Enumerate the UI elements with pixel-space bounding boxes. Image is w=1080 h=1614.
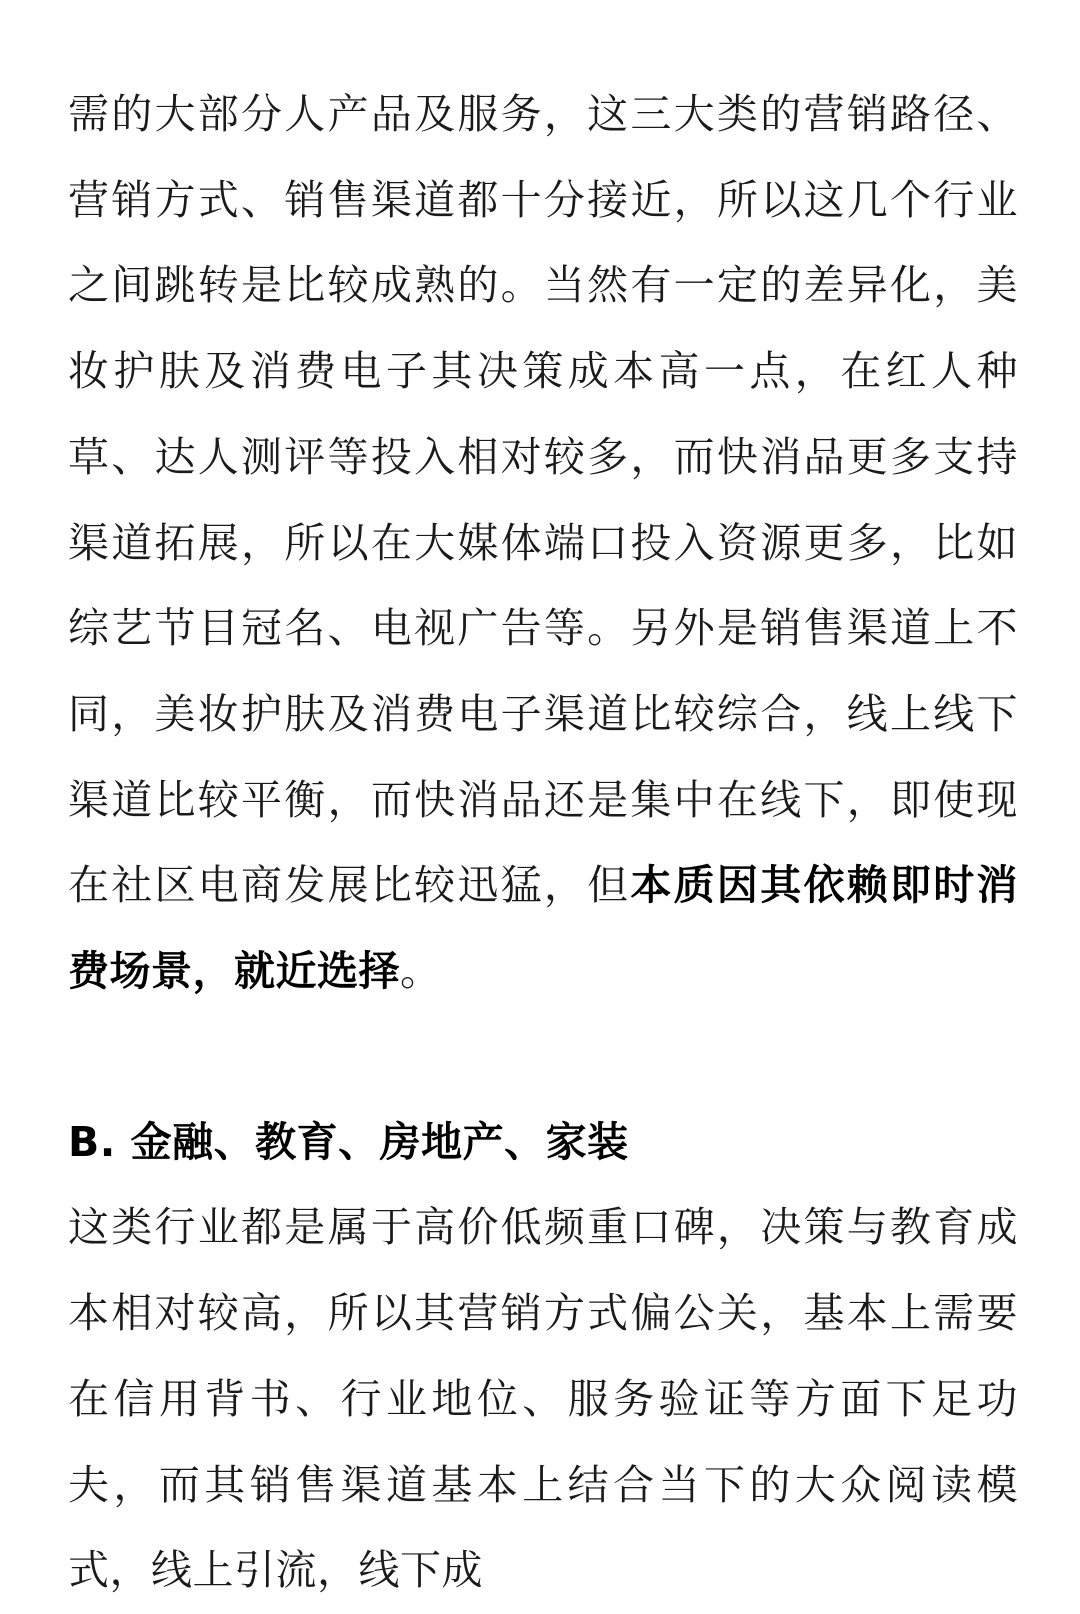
article-body [68,72,1018,1614]
paragraph-intro-emphasis: 本质因其依赖即时消费场景，就近选择 [68,861,1019,996]
paragraph-intro [68,72,1018,1015]
paragraph-intro-tail: 。 [400,947,442,996]
paragraph-intro-text: 需的大部分人产品及服务，这三大类的营销路径、营销方式、销售渠道都十分接近，所以这几个行业之间跳转是比较成熟的。当然有一定的差异化，美妆护肤及消费电子其决策成本高一点，在红人种草、达人测评等投入相对较多，而快消品更多支持渠道拓展，所以在大媒体端口投入资源更多，比如综艺节目冠名、电视广告等。另外是销售渠道上不同，美妆护肤及消费电子渠道比较综合，线上线下渠道比较平衡，而快消品还是集中在线下，即使现在社区电商发展比较迅猛，但 [68,90,1018,910]
section-b-heading: B. 金融、教育、房地产、家装 [68,1117,629,1166]
section-b-paragraph: 这类行业都是属于高价低频重口碑，决策与教育成本相对较高，所以其营销方式偏公关，基本上需要在信用背书、行业地位、服务验证等方面下足功夫，而其销售渠道基本上结合当下的大众阅读模式，线上引流，线下成 [68,1203,1018,1595]
